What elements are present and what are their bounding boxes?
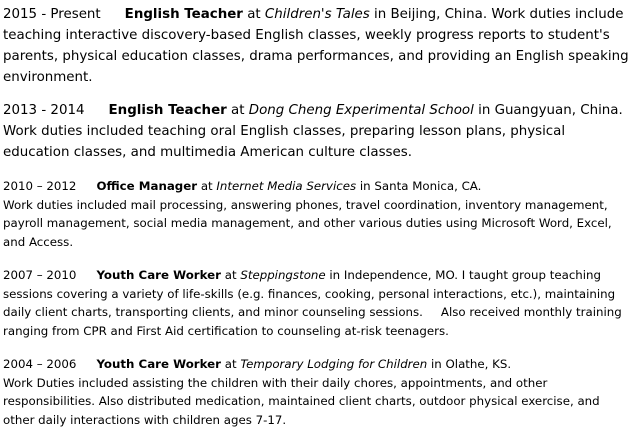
entry-organization: Children's Tales: [264, 7, 370, 22]
entry-role: Office Manager: [96, 179, 198, 193]
entry-at: at: [224, 268, 237, 282]
entry-at: at: [247, 7, 261, 22]
entry-location: in Independence, MO.: [329, 268, 459, 282]
entry-description: Work duties included teaching oral English classes, preparing lesson plans, physical education classes, and multimedia American culture classes.: [3, 124, 566, 160]
entry-organization: Internet Media Services: [216, 179, 357, 193]
entry-role: Youth Care Worker: [96, 357, 221, 371]
entry-dates: 2013 - 2014: [3, 103, 85, 118]
experience-entry: [3, 266, 629, 340]
entry-location: in Olathe, KS.: [431, 357, 512, 371]
entry-role: English Teacher: [108, 103, 227, 118]
entry-dates: 2007 – 2010: [3, 268, 77, 282]
entry-organization: Dong Cheng Experimental School: [248, 103, 474, 118]
entry-location: in Guangyuan, China.: [478, 103, 623, 118]
entry-description: Work duties include teaching interactive discovery-based English classes, weekly progress reports to student's parents, physical education classes, drama performances, and providing an English speaking environment.: [3, 7, 629, 85]
entry-dates: 2015 - Present: [3, 7, 101, 22]
entry-description: Work Duties included assisting the children with their daily chores, appointments, and other responsibilities. Also distributed medication, maintained client charts, outdoor physical exercise, and other daily interactions with children ages 7-17.: [3, 375, 600, 427]
experience-entry: [3, 100, 629, 163]
entry-at: at: [224, 357, 237, 371]
entry-location: in Santa Monica, CA.: [359, 179, 482, 193]
entry-organization: Steppingstone: [240, 268, 326, 282]
entry-organization: Temporary Lodging for Children: [240, 357, 428, 371]
entry-at: at: [231, 103, 245, 118]
entry-description: Work duties included mail processing, answering phones, travel coordination, inventory management, payroll management, social media management, and other various duties using Microsoft Word, Excel, and Access.: [3, 197, 612, 249]
entry-dates: 2004 – 2006: [3, 357, 77, 371]
experience-entry: [3, 355, 629, 429]
entry-dates: 2010 – 2012: [3, 179, 77, 193]
entry-description: I taught group teaching sessions covering a variety of life-skills (e.g. finances, cooking, personal interactions, etc.), maintaining daily client charts, transporting clients, and minor counseling sessions.: [3, 268, 616, 319]
experience-entry: [3, 4, 629, 88]
entry-role: English Teacher: [124, 7, 243, 22]
entry-role: Youth Care Worker: [96, 268, 221, 282]
entry-description-extra: Also received monthly training ranging from CPR and First Aid certification to counseling at-risk teenagers.: [3, 305, 622, 338]
experience-entry: [3, 177, 629, 251]
entry-location: in Beijing, China.: [374, 7, 488, 22]
entry-at: at: [200, 179, 213, 193]
